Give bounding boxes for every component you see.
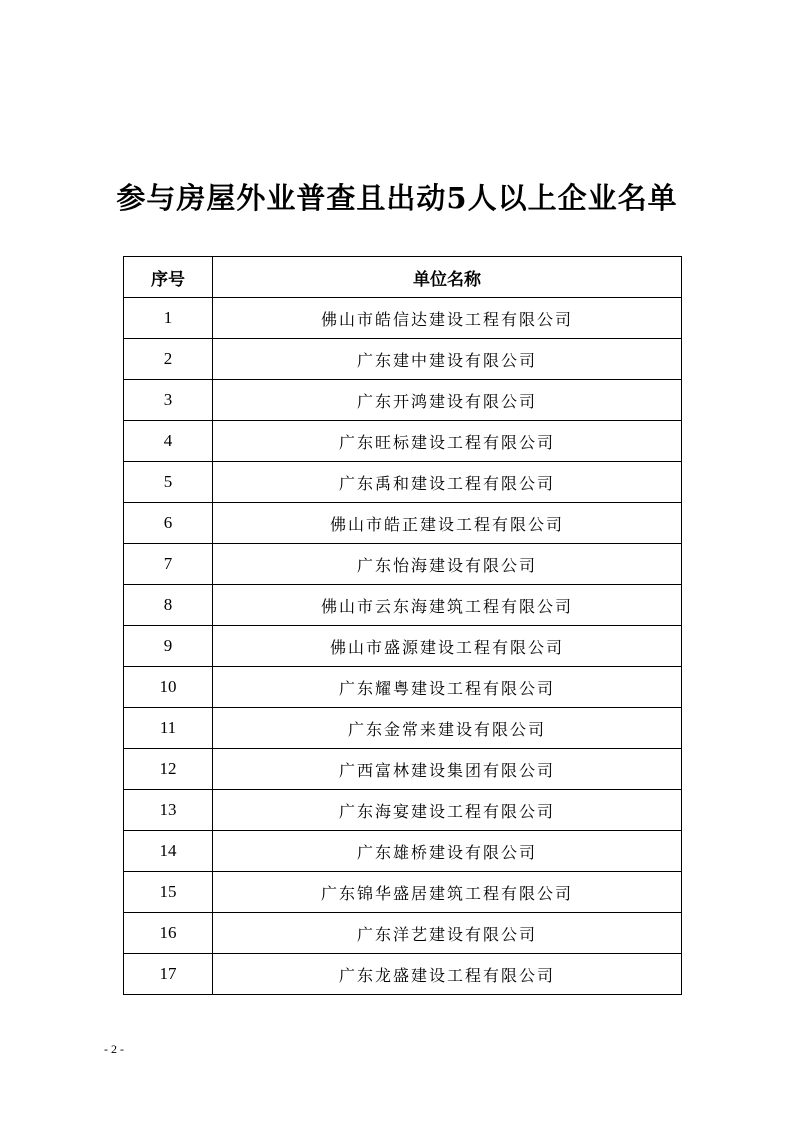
row-company-name: 广东禹和建设工程有限公司	[213, 462, 682, 503]
row-serial-number: 10	[124, 667, 213, 708]
table-row	[124, 708, 682, 749]
table-row	[124, 954, 682, 995]
row-company-name: 广东龙盛建设工程有限公司	[213, 954, 682, 995]
row-serial-number: 15	[124, 872, 213, 913]
row-serial-number: 11	[124, 708, 213, 749]
row-serial-number: 5	[124, 462, 213, 503]
row-company-name: 佛山市盛源建设工程有限公司	[213, 626, 682, 667]
row-company-name: 广东怡海建设有限公司	[213, 544, 682, 585]
row-company-name: 广东旺标建设工程有限公司	[213, 421, 682, 462]
row-company-name: 广东雄桥建设有限公司	[213, 831, 682, 872]
row-serial-number: 13	[124, 790, 213, 831]
table-row	[124, 749, 682, 790]
header-company-name: 单位名称	[213, 257, 682, 298]
row-serial-number: 12	[124, 749, 213, 790]
table-header-row	[124, 257, 682, 298]
row-serial-number: 9	[124, 626, 213, 667]
row-serial-number: 3	[124, 380, 213, 421]
row-serial-number: 4	[124, 421, 213, 462]
row-serial-number: 8	[124, 585, 213, 626]
table-row	[124, 421, 682, 462]
table-row	[124, 380, 682, 421]
row-company-name: 佛山市云东海建筑工程有限公司	[213, 585, 682, 626]
row-company-name: 广东锦华盛居建筑工程有限公司	[213, 872, 682, 913]
row-serial-number: 6	[124, 503, 213, 544]
table-row	[124, 831, 682, 872]
table-row	[124, 462, 682, 503]
row-serial-number: 16	[124, 913, 213, 954]
table-row	[124, 503, 682, 544]
row-company-name: 广西富林建设集团有限公司	[213, 749, 682, 790]
table-row	[124, 339, 682, 380]
table-row	[124, 790, 682, 831]
table-row	[124, 667, 682, 708]
row-company-name: 佛山市皓信达建设工程有限公司	[213, 298, 682, 339]
row-serial-number: 14	[124, 831, 213, 872]
company-table	[123, 256, 682, 995]
row-serial-number: 17	[124, 954, 213, 995]
row-company-name: 佛山市皓正建设工程有限公司	[213, 503, 682, 544]
row-serial-number: 7	[124, 544, 213, 585]
page-number: - 2 -	[104, 1042, 124, 1056]
page-title: 参与房屋外业普查且出动5人以上企业名单	[116, 181, 678, 215]
table-row	[124, 544, 682, 585]
table-row	[124, 585, 682, 626]
row-serial-number: 2	[124, 339, 213, 380]
table-row	[124, 872, 682, 913]
row-company-name: 广东海宴建设工程有限公司	[213, 790, 682, 831]
row-company-name: 广东耀粤建设工程有限公司	[213, 667, 682, 708]
row-serial-number: 1	[124, 298, 213, 339]
row-company-name: 广东金常来建设有限公司	[213, 708, 682, 749]
table-row	[124, 913, 682, 954]
row-company-name: 广东建中建设有限公司	[213, 339, 682, 380]
header-serial-number: 序号	[124, 257, 213, 298]
row-company-name: 广东开鸿建设有限公司	[213, 380, 682, 421]
table-row	[124, 626, 682, 667]
row-company-name: 广东洋艺建设有限公司	[213, 913, 682, 954]
table-row	[124, 298, 682, 339]
